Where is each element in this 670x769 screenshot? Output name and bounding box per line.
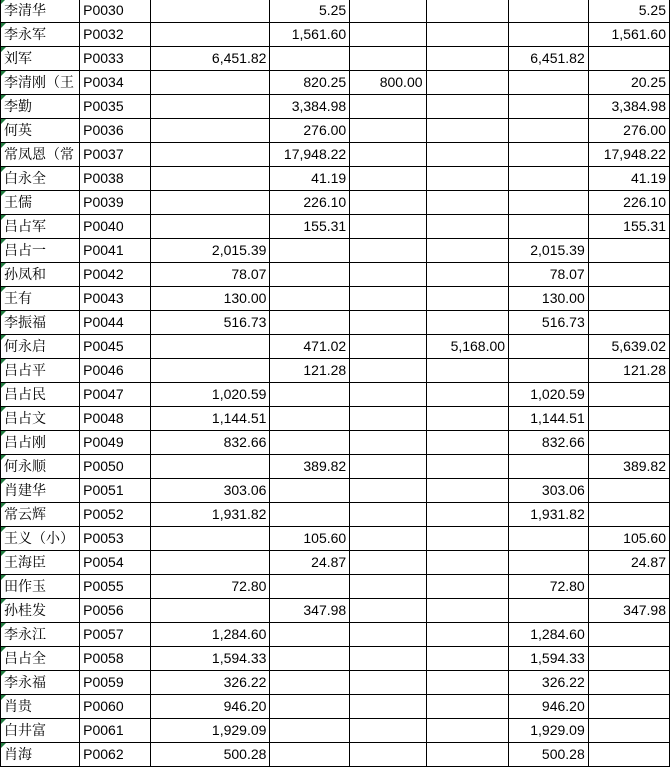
code-cell[interactable]: P0049	[80, 431, 151, 455]
amount-cell-6[interactable]	[588, 719, 669, 743]
code-cell[interactable]: P0030	[80, 0, 151, 23]
name-cell[interactable]: 李勤	[1, 95, 80, 119]
amount-cell-3[interactable]	[350, 383, 426, 407]
name-cell[interactable]: 吕占全	[1, 647, 80, 671]
amount-cell-5[interactable]: 1,144.51	[509, 407, 589, 431]
amount-cell-3[interactable]	[350, 263, 426, 287]
amount-cell-1[interactable]: 1,020.59	[150, 383, 270, 407]
amount-cell-3[interactable]	[350, 455, 426, 479]
amount-cell-2[interactable]	[270, 239, 350, 263]
table-row	[1, 695, 670, 719]
table-row	[1, 599, 670, 623]
amount-cell-6[interactable]: 276.00	[588, 119, 669, 143]
code-cell[interactable]: P0040	[80, 215, 151, 239]
amount-cell-6[interactable]	[588, 503, 669, 527]
amount-cell-5[interactable]: 1,020.59	[509, 383, 589, 407]
amount-cell-6[interactable]	[588, 239, 669, 263]
amount-cell-4[interactable]	[426, 647, 509, 671]
amount-cell-1[interactable]: 516.73	[150, 311, 270, 335]
amount-cell-6[interactable]	[588, 263, 669, 287]
amount-cell-4[interactable]	[426, 263, 509, 287]
amount-cell-6[interactable]	[588, 479, 669, 503]
amount-cell-5[interactable]	[509, 455, 589, 479]
amount-cell-2[interactable]: 41.19	[270, 167, 350, 191]
amount-cell-5[interactable]: 516.73	[509, 311, 589, 335]
amount-cell-6[interactable]: 226.10	[588, 191, 669, 215]
amount-cell-3[interactable]	[350, 551, 426, 575]
table-row	[1, 383, 670, 407]
amount-cell-5[interactable]	[509, 143, 589, 167]
code-cell[interactable]: P0048	[80, 407, 151, 431]
amount-cell-2[interactable]: 276.00	[270, 119, 350, 143]
name-cell[interactable]: 吕占刚	[1, 431, 80, 455]
code-cell[interactable]: P0037	[80, 143, 151, 167]
table-row	[1, 623, 670, 647]
code-cell[interactable]: P0052	[80, 503, 151, 527]
amount-cell-2[interactable]: 471.02	[270, 335, 350, 359]
amount-cell-4[interactable]	[426, 527, 509, 551]
name-cell[interactable]: 吕占文	[1, 407, 80, 431]
amount-cell-3[interactable]	[350, 407, 426, 431]
amount-cell-4[interactable]	[426, 71, 509, 95]
amount-cell-4[interactable]	[426, 119, 509, 143]
amount-cell-6[interactable]: 3,384.98	[588, 95, 669, 119]
amount-cell-4[interactable]	[426, 479, 509, 503]
amount-cell-6[interactable]	[588, 287, 669, 311]
name-cell[interactable]: 吕占军	[1, 215, 80, 239]
amount-cell-5[interactable]: 303.06	[509, 479, 589, 503]
name-cell[interactable]: 王儒	[1, 191, 80, 215]
amount-cell-6[interactable]	[588, 575, 669, 599]
amount-cell-6[interactable]: 1,561.60	[588, 23, 669, 47]
amount-cell-3[interactable]	[350, 23, 426, 47]
table-row	[1, 719, 670, 743]
amount-cell-1[interactable]	[150, 599, 270, 623]
code-cell[interactable]: P0059	[80, 671, 151, 695]
table-row	[1, 287, 670, 311]
name-cell[interactable]: 吕占民	[1, 383, 80, 407]
table-row	[1, 359, 670, 383]
amount-cell-3[interactable]	[350, 143, 426, 167]
code-cell[interactable]: P0057	[80, 623, 151, 647]
code-cell[interactable]: P0061	[80, 719, 151, 743]
amount-cell-4[interactable]	[426, 503, 509, 527]
amount-cell-3[interactable]	[350, 0, 426, 23]
amount-cell-4[interactable]	[426, 383, 509, 407]
code-cell[interactable]: P0045	[80, 335, 151, 359]
amount-cell-6[interactable]	[588, 383, 669, 407]
amount-cell-2[interactable]: 3,384.98	[270, 95, 350, 119]
amount-cell-1[interactable]	[150, 71, 270, 95]
amount-cell-4[interactable]	[426, 407, 509, 431]
amount-cell-2[interactable]	[270, 407, 350, 431]
amount-cell-6[interactable]: 121.28	[588, 359, 669, 383]
amount-cell-6[interactable]: 17,948.22	[588, 143, 669, 167]
amount-cell-1[interactable]: 2,015.39	[150, 239, 270, 263]
amount-cell-6[interactable]: 105.60	[588, 527, 669, 551]
table-row	[1, 575, 670, 599]
amount-cell-1[interactable]: 1,594.33	[150, 647, 270, 671]
amount-cell-5[interactable]: 500.28	[509, 743, 589, 767]
amount-cell-4[interactable]	[426, 239, 509, 263]
table-row	[1, 215, 670, 239]
amount-cell-2[interactable]	[270, 47, 350, 71]
amount-cell-2[interactable]	[270, 743, 350, 767]
amount-cell-4[interactable]: 5,168.00	[426, 335, 509, 359]
amount-cell-1[interactable]: 78.07	[150, 263, 270, 287]
amount-cell-6[interactable]	[588, 743, 669, 767]
table-row	[1, 503, 670, 527]
code-cell[interactable]: P0033	[80, 47, 151, 71]
amount-cell-1[interactable]	[150, 359, 270, 383]
amount-cell-1[interactable]: 1,284.60	[150, 623, 270, 647]
table-row	[1, 527, 670, 551]
amount-cell-5[interactable]	[509, 71, 589, 95]
table-row	[1, 407, 670, 431]
amount-cell-4[interactable]	[426, 431, 509, 455]
code-cell[interactable]: P0032	[80, 23, 151, 47]
code-cell[interactable]: P0053	[80, 527, 151, 551]
amount-cell-6[interactable]	[588, 407, 669, 431]
amount-cell-2[interactable]	[270, 575, 350, 599]
amount-cell-2[interactable]	[270, 287, 350, 311]
amount-cell-1[interactable]	[150, 23, 270, 47]
amount-cell-2[interactable]: 1,561.60	[270, 23, 350, 47]
amount-cell-5[interactable]: 1,284.60	[509, 623, 589, 647]
amount-cell-6[interactable]	[588, 623, 669, 647]
code-cell[interactable]: P0036	[80, 119, 151, 143]
amount-cell-5[interactable]: 2,015.39	[509, 239, 589, 263]
amount-cell-2[interactable]: 121.28	[270, 359, 350, 383]
amount-cell-3[interactable]	[350, 311, 426, 335]
amount-cell-5[interactable]	[509, 0, 589, 23]
code-cell[interactable]: P0054	[80, 551, 151, 575]
name-cell[interactable]: 吕占平	[1, 359, 80, 383]
amount-cell-6[interactable]	[588, 431, 669, 455]
name-cell[interactable]: 李清刚（王	[1, 71, 80, 95]
amount-cell-1[interactable]	[150, 455, 270, 479]
amount-cell-6[interactable]: 41.19	[588, 167, 669, 191]
table-row	[1, 263, 670, 287]
amount-cell-2[interactable]: 5.25	[270, 0, 350, 23]
amount-cell-3[interactable]	[350, 743, 426, 767]
amount-cell-3[interactable]	[350, 479, 426, 503]
name-cell[interactable]: 刘军	[1, 47, 80, 71]
amount-cell-3[interactable]	[350, 47, 426, 71]
name-cell[interactable]: 李永江	[1, 623, 80, 647]
amount-cell-3[interactable]	[350, 239, 426, 263]
amount-cell-3[interactable]	[350, 335, 426, 359]
amount-cell-6[interactable]: 5.25	[588, 0, 669, 23]
amount-cell-3[interactable]	[350, 95, 426, 119]
amount-cell-5[interactable]	[509, 119, 589, 143]
amount-cell-5[interactable]: 72.80	[509, 575, 589, 599]
amount-cell-1[interactable]: 303.06	[150, 479, 270, 503]
amount-cell-6[interactable]	[588, 695, 669, 719]
amount-cell-5[interactable]	[509, 359, 589, 383]
table-row	[1, 239, 670, 263]
amount-cell-1[interactable]: 832.66	[150, 431, 270, 455]
amount-cell-6[interactable]: 155.31	[588, 215, 669, 239]
amount-cell-5[interactable]	[509, 551, 589, 575]
code-cell[interactable]: P0034	[80, 71, 151, 95]
amount-cell-4[interactable]	[426, 0, 509, 23]
amount-cell-5[interactable]	[509, 215, 589, 239]
amount-cell-1[interactable]: 72.80	[150, 575, 270, 599]
amount-cell-5[interactable]	[509, 335, 589, 359]
amount-cell-4[interactable]	[426, 455, 509, 479]
amount-cell-4[interactable]	[426, 575, 509, 599]
amount-cell-4[interactable]	[426, 359, 509, 383]
table-row	[1, 143, 670, 167]
amount-cell-2[interactable]	[270, 263, 350, 287]
amount-cell-1[interactable]: 130.00	[150, 287, 270, 311]
amount-cell-1[interactable]	[150, 167, 270, 191]
code-cell[interactable]: P0046	[80, 359, 151, 383]
amount-cell-4[interactable]	[426, 719, 509, 743]
amount-cell-6[interactable]: 389.82	[588, 455, 669, 479]
amount-cell-2[interactable]	[270, 695, 350, 719]
amount-cell-2[interactable]	[270, 503, 350, 527]
amount-cell-6[interactable]	[588, 671, 669, 695]
code-cell[interactable]: P0051	[80, 479, 151, 503]
amount-cell-6[interactable]: 20.25	[588, 71, 669, 95]
amount-cell-1[interactable]	[150, 191, 270, 215]
amount-cell-3[interactable]	[350, 431, 426, 455]
amount-cell-5[interactable]: 130.00	[509, 287, 589, 311]
amount-cell-4[interactable]	[426, 671, 509, 695]
amount-cell-1[interactable]	[150, 143, 270, 167]
table-row	[1, 431, 670, 455]
amount-cell-2[interactable]: 820.25	[270, 71, 350, 95]
code-cell[interactable]: P0039	[80, 191, 151, 215]
amount-cell-2[interactable]	[270, 311, 350, 335]
code-cell[interactable]: P0060	[80, 695, 151, 719]
amount-cell-1[interactable]	[150, 0, 270, 23]
table-row	[1, 647, 670, 671]
table-row	[1, 551, 670, 575]
table-row	[1, 743, 670, 767]
amount-cell-2[interactable]: 226.10	[270, 191, 350, 215]
code-cell[interactable]: P0055	[80, 575, 151, 599]
amount-cell-1[interactable]: 1,929.09	[150, 719, 270, 743]
amount-cell-3[interactable]	[350, 359, 426, 383]
amount-cell-4[interactable]	[426, 167, 509, 191]
amount-cell-1[interactable]	[150, 95, 270, 119]
table-row	[1, 455, 670, 479]
name-cell[interactable]: 常凤恩（常	[1, 143, 80, 167]
amount-cell-1[interactable]: 946.20	[150, 695, 270, 719]
amount-cell-6[interactable]: 24.87	[588, 551, 669, 575]
amount-cell-5[interactable]	[509, 599, 589, 623]
amount-cell-2[interactable]	[270, 671, 350, 695]
amount-cell-3[interactable]	[350, 623, 426, 647]
table-row	[1, 671, 670, 695]
amount-cell-1[interactable]: 6,451.82	[150, 47, 270, 71]
name-cell[interactable]: 白井富	[1, 719, 80, 743]
code-cell[interactable]: P0041	[80, 239, 151, 263]
name-cell[interactable]: 李永福	[1, 671, 80, 695]
amount-cell-4[interactable]	[426, 47, 509, 71]
code-cell[interactable]: P0058	[80, 647, 151, 671]
amount-cell-4[interactable]	[426, 599, 509, 623]
name-cell[interactable]: 何永顺	[1, 455, 80, 479]
amount-cell-6[interactable]: 5,639.02	[588, 335, 669, 359]
name-cell[interactable]: 李清华	[1, 0, 80, 23]
amount-cell-3[interactable]: 800.00	[350, 71, 426, 95]
amount-cell-4[interactable]	[426, 23, 509, 47]
amount-cell-2[interactable]: 155.31	[270, 215, 350, 239]
table-row	[1, 167, 670, 191]
amount-cell-5[interactable]: 832.66	[509, 431, 589, 455]
amount-cell-2[interactable]	[270, 623, 350, 647]
name-cell[interactable]: 肖建华	[1, 479, 80, 503]
name-cell[interactable]: 田作玉	[1, 575, 80, 599]
name-cell[interactable]: 王义（小）	[1, 527, 80, 551]
name-cell[interactable]: 王海臣	[1, 551, 80, 575]
name-cell[interactable]: 何永启	[1, 335, 80, 359]
table-row	[1, 47, 670, 71]
amount-cell-4[interactable]	[426, 143, 509, 167]
name-cell[interactable]: 吕占一	[1, 239, 80, 263]
amount-cell-3[interactable]	[350, 503, 426, 527]
amount-cell-5[interactable]: 78.07	[509, 263, 589, 287]
table-row	[1, 71, 670, 95]
amount-cell-5[interactable]	[509, 23, 589, 47]
code-cell[interactable]: P0044	[80, 311, 151, 335]
table-row	[1, 0, 670, 23]
amount-cell-4[interactable]	[426, 551, 509, 575]
amount-cell-6[interactable]	[588, 647, 669, 671]
amount-cell-3[interactable]	[350, 599, 426, 623]
amount-cell-1[interactable]	[150, 215, 270, 239]
table-row	[1, 119, 670, 143]
table-row	[1, 335, 670, 359]
amount-cell-3[interactable]	[350, 191, 426, 215]
table-row	[1, 23, 670, 47]
amount-cell-5[interactable]	[509, 95, 589, 119]
amount-cell-3[interactable]	[350, 215, 426, 239]
amount-cell-5[interactable]: 6,451.82	[509, 47, 589, 71]
amount-cell-4[interactable]	[426, 695, 509, 719]
table-row	[1, 191, 670, 215]
amount-cell-5[interactable]: 1,929.09	[509, 719, 589, 743]
amount-cell-4[interactable]	[426, 311, 509, 335]
amount-cell-2[interactable]	[270, 383, 350, 407]
amount-cell-1[interactable]	[150, 527, 270, 551]
name-cell[interactable]: 何英	[1, 119, 80, 143]
code-cell[interactable]: P0047	[80, 383, 151, 407]
amount-cell-1[interactable]	[150, 119, 270, 143]
amount-cell-3[interactable]	[350, 167, 426, 191]
name-cell[interactable]: 李永军	[1, 23, 80, 47]
amount-cell-5[interactable]	[509, 191, 589, 215]
amount-cell-5[interactable]	[509, 167, 589, 191]
amount-cell-6[interactable]	[588, 47, 669, 71]
name-cell[interactable]: 肖贵	[1, 695, 80, 719]
amount-cell-3[interactable]	[350, 119, 426, 143]
name-cell[interactable]: 孙凤和	[1, 263, 80, 287]
amount-cell-3[interactable]	[350, 575, 426, 599]
amount-cell-2[interactable]: 24.87	[270, 551, 350, 575]
table-row	[1, 479, 670, 503]
amount-cell-5[interactable]: 946.20	[509, 695, 589, 719]
amount-cell-2[interactable]: 389.82	[270, 455, 350, 479]
name-cell[interactable]: 常云辉	[1, 503, 80, 527]
amount-cell-5[interactable]	[509, 527, 589, 551]
amount-cell-1[interactable]: 1,931.82	[150, 503, 270, 527]
code-cell[interactable]: P0062	[80, 743, 151, 767]
amount-cell-2[interactable]	[270, 647, 350, 671]
amount-cell-3[interactable]	[350, 647, 426, 671]
amount-cell-4[interactable]	[426, 215, 509, 239]
amount-cell-4[interactable]	[426, 191, 509, 215]
name-cell[interactable]: 孙桂发	[1, 599, 80, 623]
name-cell[interactable]: 肖海	[1, 743, 80, 767]
amount-cell-3[interactable]	[350, 719, 426, 743]
code-cell[interactable]: P0050	[80, 455, 151, 479]
amount-cell-1[interactable]: 326.22	[150, 671, 270, 695]
amount-cell-3[interactable]	[350, 671, 426, 695]
amount-cell-1[interactable]	[150, 335, 270, 359]
amount-cell-3[interactable]	[350, 695, 426, 719]
amount-cell-6[interactable]: 347.98	[588, 599, 669, 623]
code-cell[interactable]: P0042	[80, 263, 151, 287]
name-cell[interactable]: 李振福	[1, 311, 80, 335]
amount-cell-5[interactable]: 1,931.82	[509, 503, 589, 527]
amount-cell-4[interactable]	[426, 623, 509, 647]
code-cell[interactable]: P0056	[80, 599, 151, 623]
code-cell[interactable]: P0043	[80, 287, 151, 311]
amount-cell-3[interactable]	[350, 527, 426, 551]
amount-cell-3[interactable]	[350, 287, 426, 311]
name-cell[interactable]: 王有	[1, 287, 80, 311]
amount-cell-4[interactable]	[426, 743, 509, 767]
amount-cell-1[interactable]: 1,144.51	[150, 407, 270, 431]
amount-cell-1[interactable]: 500.28	[150, 743, 270, 767]
code-cell[interactable]: P0038	[80, 167, 151, 191]
amount-cell-2[interactable]: 17,948.22	[270, 143, 350, 167]
table-row	[1, 311, 670, 335]
amount-cell-4[interactable]	[426, 95, 509, 119]
code-cell[interactable]: P0035	[80, 95, 151, 119]
amount-cell-1[interactable]	[150, 551, 270, 575]
amount-cell-6[interactable]	[588, 311, 669, 335]
amount-cell-4[interactable]	[426, 287, 509, 311]
name-cell[interactable]: 白永全	[1, 167, 80, 191]
amount-cell-2[interactable]: 105.60	[270, 527, 350, 551]
table-row	[1, 95, 670, 119]
amount-cell-2[interactable]	[270, 479, 350, 503]
amount-cell-2[interactable]	[270, 719, 350, 743]
amount-cell-5[interactable]: 326.22	[509, 671, 589, 695]
amount-cell-2[interactable]: 347.98	[270, 599, 350, 623]
amount-cell-5[interactable]: 1,594.33	[509, 647, 589, 671]
amount-cell-2[interactable]	[270, 431, 350, 455]
